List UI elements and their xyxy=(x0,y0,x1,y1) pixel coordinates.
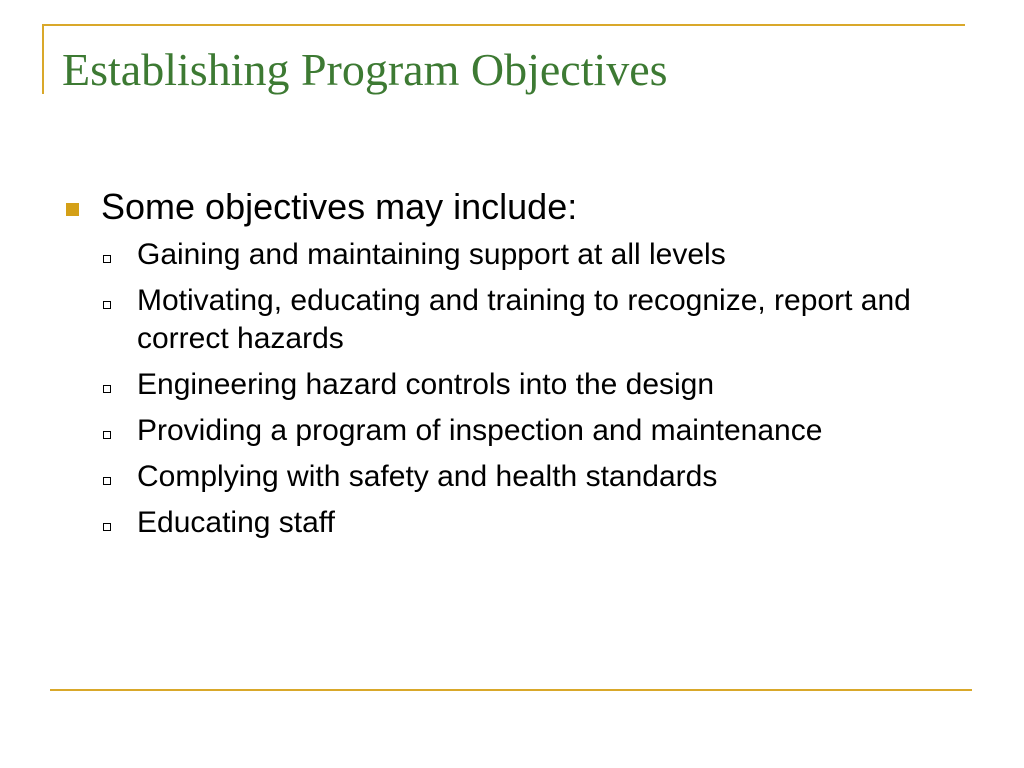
hollow-square-bullet-icon xyxy=(103,431,111,439)
slide-title: Establishing Program Objectives xyxy=(62,44,668,95)
slide-body xyxy=(60,184,960,550)
sub-bullet-text: Complying with safety and health standards xyxy=(137,460,718,493)
sub-bullet-item xyxy=(60,412,927,450)
filled-square-bullet-icon xyxy=(66,203,79,216)
sub-bullet-text: Engineering hazard controls into the design xyxy=(137,368,715,401)
hollow-square-bullet-icon xyxy=(103,301,111,309)
sub-bullet-text: Providing a program of inspection and maintenance xyxy=(137,414,823,447)
footer-divider-line xyxy=(50,689,972,691)
bullet-item xyxy=(60,184,960,230)
sub-bullet-text: Motivating, educating and training to recognize, report and correct hazards xyxy=(137,284,911,355)
hollow-square-bullet-icon xyxy=(103,523,111,531)
sub-bullet-text: Gaining and maintaining support at all levels xyxy=(137,238,726,271)
bullet-item-text: Some objectives may include: xyxy=(101,186,578,227)
sub-bullet-text: Educating staff xyxy=(137,506,335,539)
hollow-square-bullet-icon xyxy=(103,477,111,485)
hollow-square-bullet-icon xyxy=(103,255,111,263)
hollow-square-bullet-icon xyxy=(103,385,111,393)
sub-bullet-item xyxy=(60,504,927,542)
sub-bullet-item xyxy=(60,282,927,358)
sub-bullet-item xyxy=(60,236,927,274)
title-frame-left-line xyxy=(42,24,44,94)
sub-bullet-list xyxy=(60,236,960,542)
sub-bullet-item xyxy=(60,366,927,404)
sub-bullet-item xyxy=(60,458,927,496)
title-frame-top-line xyxy=(42,24,965,26)
